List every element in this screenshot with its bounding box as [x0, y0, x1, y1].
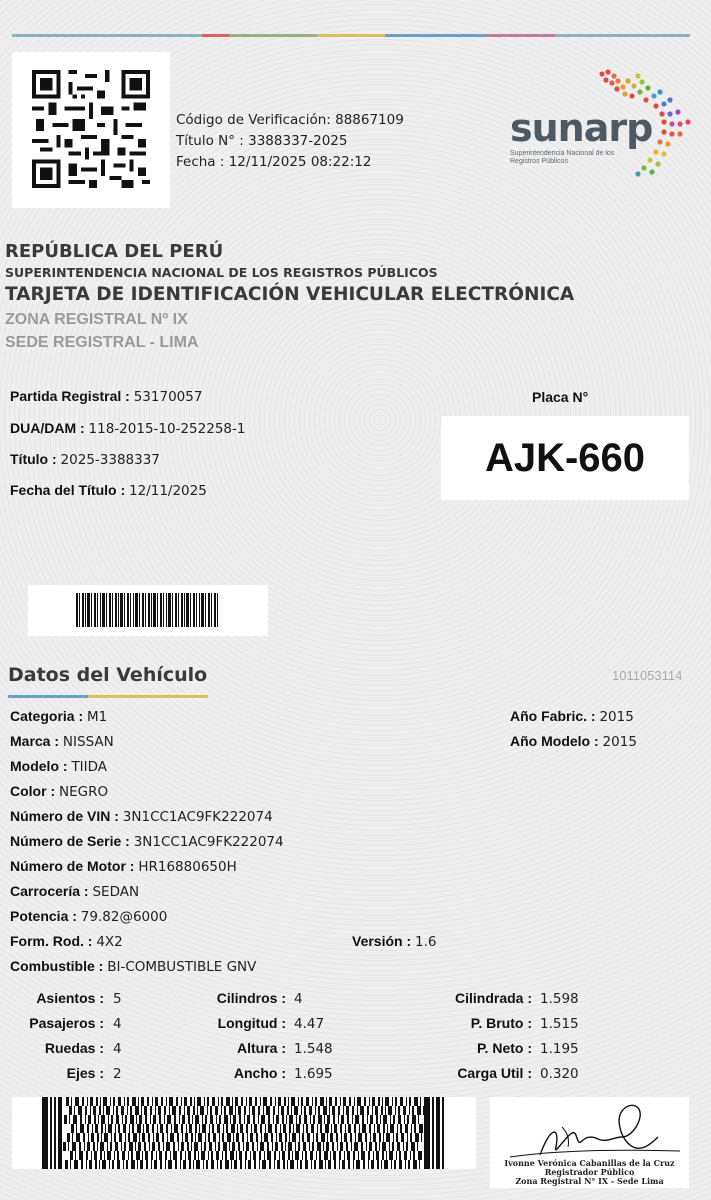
motor-value: HR16880650H [138, 859, 237, 875]
ruedas-value-wrap [113, 1040, 122, 1057]
ejes-label-wrap [0, 1065, 104, 1081]
header-zona: ZONA REGISTRAL Nº IX [5, 311, 188, 328]
document-code: 1011053114 [612, 668, 683, 683]
altura-label-wrap [150, 1040, 286, 1056]
modelo-value: TIIDA [71, 759, 108, 775]
p-neto-value: 1.195 [540, 1041, 579, 1057]
p-neto-label: P. Neto : [477, 1040, 532, 1056]
asientos-label: Asientos : [36, 990, 104, 1006]
ejes-value: 2 [113, 1066, 122, 1082]
pdf417-barcode-icon [42, 1097, 446, 1169]
longitud-label: Longitud : [217, 1015, 286, 1031]
anio-modelo-value: 2015 [602, 734, 637, 750]
version-label: Versión : [352, 933, 412, 949]
qr-code [12, 52, 170, 208]
pasajeros-label-wrap [0, 1015, 104, 1031]
motor-row [10, 858, 237, 875]
categoria-label: Categoria : [10, 708, 84, 724]
verification-code: Código de Verificación: 88867109 [176, 112, 404, 128]
color-row [10, 783, 108, 800]
barcode-icon [76, 593, 220, 627]
version-value: 1.6 [415, 934, 437, 950]
cilindrada-value: 1.598 [540, 991, 579, 1007]
form-rod-value: 4X2 [96, 934, 123, 950]
combustible-value: BI-COMBUSTIBLE GNV [107, 959, 257, 975]
barcode-small [28, 585, 268, 636]
marca-row [10, 733, 114, 750]
cilindrada-value-wrap [540, 990, 579, 1007]
placa-value: AJK-660 [484, 435, 646, 480]
categoria-value: M1 [87, 709, 108, 725]
color-label: Color : [10, 783, 56, 799]
cilindros-value-wrap [294, 990, 303, 1007]
qr-code-icon [32, 70, 150, 188]
asientos-label-wrap [0, 990, 104, 1006]
datos-vehiculo-title: Datos del Vehículo [8, 664, 208, 686]
asientos-value-wrap [113, 990, 122, 1007]
marca-label: Marca : [10, 733, 60, 749]
dua-value: 118-2015-10-252258-1 [88, 421, 246, 437]
cilindros-label-wrap [150, 990, 286, 1006]
version-row [352, 933, 437, 950]
cilindrada-label-wrap [380, 990, 532, 1006]
altura-label: Altura : [237, 1040, 286, 1056]
anio-fabric-row [510, 708, 634, 725]
modelo-row [10, 758, 107, 775]
dua-label: DUA/DAM : [10, 420, 85, 436]
header-superintendencia: SUPERINTENDENCIA NACIONAL DE LOS REGISTROS PÚBLICOS [5, 265, 438, 280]
combustible-row [10, 958, 256, 975]
p-bruto-label-wrap [380, 1015, 532, 1031]
form-rod-row [10, 933, 123, 950]
longitud-label-wrap [150, 1015, 286, 1031]
anio-fabric-value: 2015 [599, 709, 634, 725]
cilindros-label: Cilindros : [216, 990, 286, 1006]
modelo-label: Modelo : [10, 758, 68, 774]
marca-value: NISSAN [62, 734, 114, 750]
fecha-titulo-label: Fecha del Título : [10, 482, 126, 498]
cilindros-value: 4 [294, 991, 303, 1007]
placa-box [441, 416, 689, 500]
serie-label: Número de Serie : [10, 833, 130, 849]
titulo-row [10, 451, 160, 468]
vin-label: Número de VIN : [10, 808, 119, 824]
header-tarjeta: TARJETA DE IDENTIFICACIÓN VEHICULAR ELECTRÓNICA [5, 284, 575, 305]
fecha-titulo-value: 12/11/2025 [129, 483, 207, 499]
ejes-label: Ejes : [66, 1065, 104, 1081]
ruedas-value: 4 [113, 1041, 122, 1057]
titulo-label: Título : [10, 451, 57, 467]
ancho-value: 1.695 [294, 1066, 333, 1082]
combustible-label: Combustible : [10, 958, 104, 974]
carroceria-row [10, 883, 139, 900]
p-bruto-value: 1.515 [540, 1016, 579, 1032]
ancho-label: Ancho : [233, 1065, 286, 1081]
cilindrada-label: Cilindrada : [454, 990, 532, 1006]
p-neto-label-wrap [380, 1040, 532, 1056]
anio-modelo-label: Año Modelo : [510, 733, 599, 749]
verification-date: Fecha : 12/11/2025 08:22:12 [176, 154, 372, 170]
datos-title-underline [8, 695, 208, 698]
vin-value: 3N1CC1AC9FK222074 [122, 809, 273, 825]
partida-value: 53170057 [133, 389, 203, 405]
signature-name: Ivonne Verónica Cabanillas de la Cruz [504, 1158, 675, 1168]
ancho-label-wrap [150, 1065, 286, 1081]
color-value: NEGRO [59, 784, 109, 800]
ejes-value-wrap [113, 1065, 122, 1082]
pasajeros-label: Pasajeros : [29, 1015, 104, 1031]
fecha-titulo-row [10, 482, 207, 499]
p-bruto-label: P. Bruto : [470, 1015, 532, 1031]
form-rod-label: Form. Rod. : [10, 933, 93, 949]
potencia-value: 79.82@6000 [80, 909, 168, 925]
carroceria-label: Carrocería : [10, 883, 89, 899]
pasajeros-value: 4 [113, 1016, 122, 1032]
top-color-bar [12, 34, 690, 37]
p-bruto-value-wrap [540, 1015, 579, 1032]
verification-title: Título N° : 3388337-2025 [176, 133, 348, 149]
carga-util-value-wrap [540, 1065, 579, 1082]
signature-icon [490, 1097, 689, 1167]
anio-fabric-label: Año Fabric. : [510, 708, 596, 724]
sunarp-subtitle: Superintendencia Nacional de los Registros Públicos [510, 150, 615, 165]
categoria-row [10, 708, 107, 725]
carga-util-label-wrap [380, 1065, 532, 1081]
sunarp-logo [508, 68, 703, 178]
vin-row [10, 808, 273, 825]
pasajeros-value-wrap [113, 1015, 122, 1032]
potencia-label: Potencia : [10, 908, 77, 924]
signature-box [490, 1097, 689, 1188]
longitud-value-wrap [294, 1015, 324, 1032]
ruedas-label-wrap [0, 1040, 104, 1056]
carga-util-label: Carga Util : [457, 1065, 532, 1081]
carga-util-value: 0.320 [540, 1066, 579, 1082]
dua-row [10, 420, 245, 437]
partida-row [10, 388, 202, 405]
potencia-row [10, 908, 167, 925]
ancho-value-wrap [294, 1065, 333, 1082]
header-republica: REPÚBLICA DEL PERÚ [5, 241, 224, 262]
pdf417-barcode [12, 1097, 476, 1169]
sunarp-wordmark: sunarp [510, 106, 653, 150]
serie-value: 3N1CC1AC9FK222074 [133, 834, 284, 850]
signature-role: Registrador Público [544, 1167, 635, 1177]
altura-value: 1.548 [294, 1041, 333, 1057]
placa-label: Placa N° [532, 389, 589, 405]
carroceria-value: SEDAN [92, 884, 140, 900]
header-sede: SEDE REGISTRAL - LIMA [5, 334, 199, 351]
signature-zone: Zona Registral N° IX - Sede Lima [515, 1176, 664, 1186]
asientos-value: 5 [113, 991, 122, 1007]
altura-value-wrap [294, 1040, 333, 1057]
verification-info [176, 110, 404, 173]
ruedas-label: Ruedas : [44, 1040, 104, 1056]
motor-label: Número de Motor : [10, 858, 135, 874]
titulo-value: 2025-3388337 [60, 452, 160, 468]
p-neto-value-wrap [540, 1040, 579, 1057]
serie-row [10, 833, 284, 850]
anio-modelo-row [510, 733, 637, 750]
longitud-value: 4.47 [294, 1016, 325, 1032]
partida-label: Partida Registral : [10, 388, 130, 404]
